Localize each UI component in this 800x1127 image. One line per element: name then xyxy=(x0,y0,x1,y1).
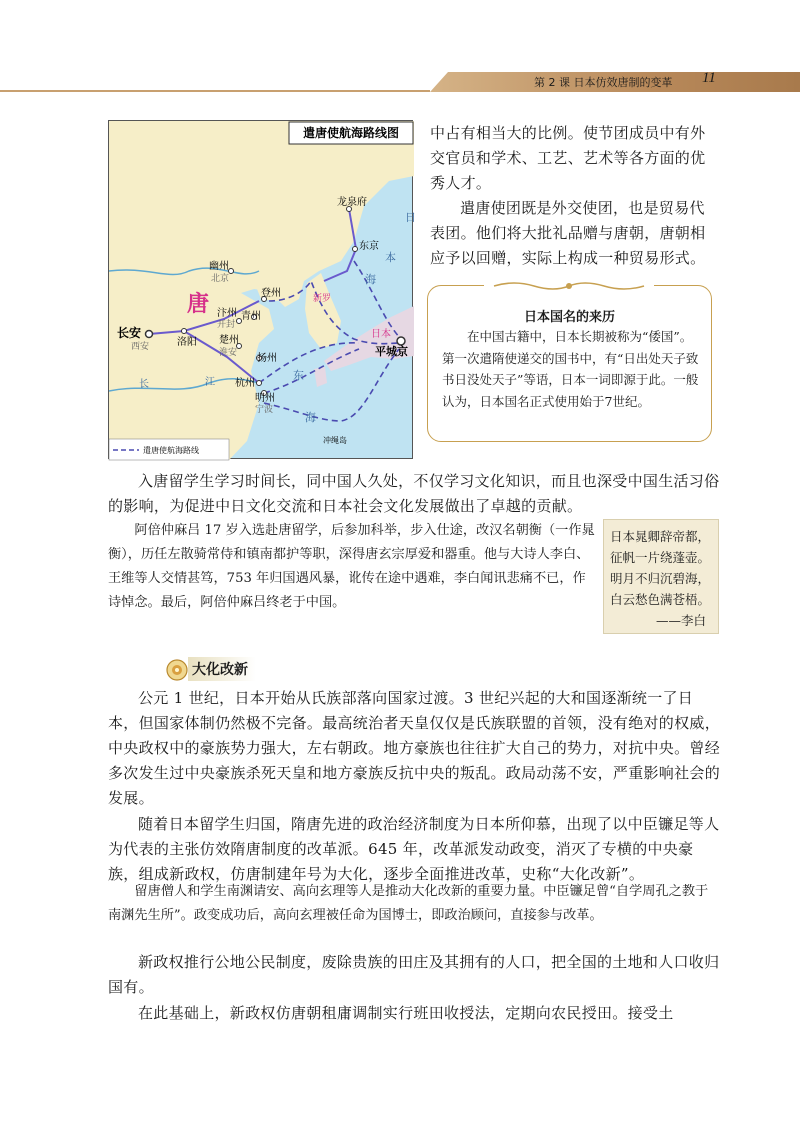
info-box-name-origin xyxy=(427,285,712,442)
poem-box xyxy=(603,519,719,634)
ornament-icon xyxy=(484,280,654,292)
section-title: 大化改新 xyxy=(188,657,256,681)
map-label-xian: 西安 xyxy=(131,342,150,352)
poem-line: 日本晁卿辞帝都， xyxy=(610,529,711,544)
poem-line: 明月不归沉碧海， xyxy=(610,571,711,586)
right-para-2: 遣唐使团既是外交使团，也是贸易代表团。他们将大批礼品赠与唐朝，唐朝相应予以回赠，实际上构成一种贸易形式。 xyxy=(430,199,706,267)
map-label-pingchengjing: 平城京 xyxy=(375,345,408,358)
map-label-river-chang: 长 xyxy=(139,379,149,390)
section-emblem-icon xyxy=(166,659,188,681)
right-para-1: 中占有相当大的比例。使节团成员中有外交官员和学术、工艺、艺术等各方面的优秀人才。 xyxy=(430,124,706,192)
map-label-river-jiang: 江 xyxy=(205,377,215,388)
map-label-kaifeng: 开封 xyxy=(217,320,236,330)
map-label-beijing: 北京 xyxy=(211,274,230,284)
map-label-luoyang: 洛阳 xyxy=(177,337,197,348)
map-label-qingzhou: 青州 xyxy=(241,311,261,322)
page-number: 11 xyxy=(702,70,716,86)
map-label-riben: 日本 xyxy=(371,329,391,340)
header-lesson: 第 2 课 日本仿效唐制的变革 xyxy=(534,76,673,89)
map-label-sea-ri: 日 xyxy=(405,211,416,224)
map-label-youzhou: 幽州 xyxy=(209,261,229,272)
map-label-yangzhou: 扬州 xyxy=(257,353,277,364)
map-label-dengzhou: 登州 xyxy=(261,288,281,299)
info-box-body: 在中国古籍中，日本长期被称为“倭国”。第一次遣隋使递交的国书中，有“日出处天子致书日没处天子”等语，日本一词即源于此。一般认为，日本国名正式使用始于7世纪。 xyxy=(442,329,699,409)
map-label-chongsheng: 冲绳岛 xyxy=(323,436,347,445)
map-label-huaian: 淮安 xyxy=(219,348,238,358)
map-title: 遣唐使航海路线图 xyxy=(302,126,400,140)
map-label-bianzhou: 汴州 xyxy=(217,308,237,319)
para-abe: 阿倍仲麻吕 17 岁入选赴唐留学，后参加科举，步入仕途，改汉名朝衡（一作晁衡），历任左散骑常侍和镇南都护等职，深得唐玄宗厚爱和器重。他与大诗人李白、王维等人交情甚笃，753 年归国遇风暴，讹传在途中遇难，李白闻讯悲痛不已，作诗悼念。最后，阿倍仲麻吕终老于中国。 xyxy=(108,523,595,610)
map-label-ningbo: 宁波 xyxy=(255,405,274,415)
map-label-longquanfu: 龙泉府 xyxy=(337,197,367,208)
map-label-sea-hai: 海 xyxy=(365,273,376,286)
para-dahua-3: 新政权推行公地公民制度，废除贵族的田庄及其拥有的人口，把全国的土地和人口收归国有。 xyxy=(108,953,720,996)
map-label-xinluo: 新罗 xyxy=(313,294,332,304)
info-box-title: 日本国名的来历 xyxy=(523,310,615,325)
map-label-changan: 长安 xyxy=(117,326,142,340)
header-rule xyxy=(0,90,430,92)
poem-line: 征帆一片绕蓬壶。 xyxy=(610,550,711,565)
map-label-hangzhou: 杭州 xyxy=(235,378,255,389)
map-label-mingzhou: 明州 xyxy=(255,393,275,404)
para-students: 入唐留学生学习时间长，同中国人久处，不仅学习文化知识，而且也深受中国生活习俗的影响，为促进中日文化交流和日本社会文化发展做出了卓越的贡献。 xyxy=(108,472,720,515)
para-dahua-1: 公元 1 世纪，日本开始从氏族部落向国家过渡。3 世纪兴起的大和国逐渐统一了日本，但国家体制仍然极不完备。最高统治者天皇仅仅是氏族联盟的首领，没有绝对的权威，中央政权中的豪族势力强大，左右朝政。地方豪族也往往扩大自己的势力，对抗中央。曾经多次发生过中央豪族杀死天皇和地方豪族反抗中央的叛乱。政局动荡不安，严重影响社会的发展。 xyxy=(108,689,721,807)
map-label-tang: 唐 xyxy=(187,292,210,317)
map-label-sea-hai2: 海 xyxy=(305,411,316,424)
para-dahua-4: 在此基础上，新政权仿唐朝租庸调制实行班田收授法，定期向农民授田。接受土 xyxy=(138,1004,674,1022)
map-legend-label: 遣唐使航海路线 xyxy=(143,446,199,455)
poem-line: 白云愁色满苍梧。 xyxy=(610,592,711,607)
map-label-dongjing: 东京 xyxy=(359,241,379,252)
map-label-sea-dong: 东 xyxy=(293,369,304,382)
para-dahua-2: 随着日本留学生归国，隋唐先进的政治经济制度为日本所仰慕，出现了以中臣镰足等人为代表的主张仿效隋唐制度的改革派。645 年，改革派发动政变，消灭了专横的中央豪族，组成新政权，仿唐制建年号为大化，逐步全面推进改革，史称“大化改新”。 xyxy=(108,815,720,883)
para-dahua-note: 留唐僧人和学生南渊请安、高向玄理等人是推动大化改新的重要力量。中臣镰足曾“自学周孔之教于南渊先生所”。政变成功后，高向玄理被任命为国博士，即政治顾问，直接参与改革。 xyxy=(108,884,709,923)
map-label-chuzhou: 楚州 xyxy=(219,335,239,346)
route-map xyxy=(108,120,416,459)
poem-author: ——李白 xyxy=(655,613,706,628)
map-label-sea-ben: 本 xyxy=(385,251,396,264)
